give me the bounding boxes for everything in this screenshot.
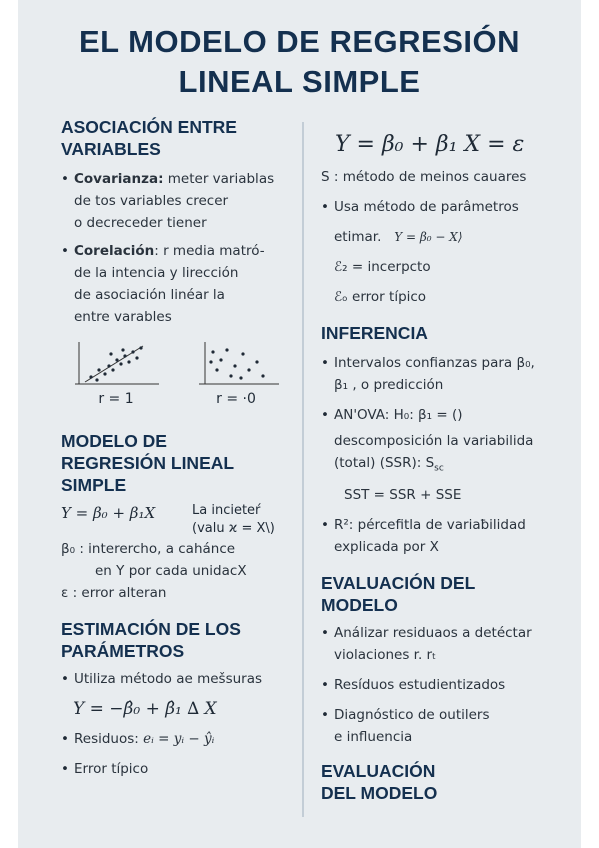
heading-line: EVALUACIÓN DEL	[321, 572, 476, 593]
top-equation: Y = β₀ + β₁ X = ε	[335, 132, 525, 157]
scatter-points	[209, 348, 264, 379]
item-text: de la intencia y lirección	[74, 265, 239, 281]
model-equation: Y = β₀ + β₁X	[61, 504, 156, 522]
item-text: etimar.	[334, 229, 382, 245]
page-title	[18, 22, 581, 102]
item-text: • Análizar residuaos a detéctar	[334, 624, 532, 641]
item-text: • Diagnóstico de outilers	[334, 706, 490, 723]
list-item-residuos-analisis	[321, 622, 571, 666]
item-subscript: sc	[434, 463, 444, 474]
section-evaluacion	[321, 572, 571, 748]
epsilon-definition: ε : error alteran	[61, 585, 167, 601]
list-item-intervalos	[321, 352, 571, 396]
item-text: e influencia	[334, 728, 413, 745]
section-heading-evaluacion	[321, 572, 571, 616]
heading-line: PARÁMETROS	[61, 641, 185, 661]
list-item: • Error típico	[61, 758, 297, 780]
epso-definition: ℰₒ error típico	[334, 289, 427, 305]
beta0-definition: β₀ : interercho, a cahánce	[61, 541, 236, 557]
heading-line: MODELO DE	[61, 431, 167, 451]
list-item-covarianza	[61, 168, 297, 234]
item-text: : r media matró-	[154, 243, 265, 259]
section-heading-estimacion	[61, 618, 297, 662]
eps2-definition: ℰ₂ = incerpcto	[334, 259, 431, 275]
section-asociacion	[61, 116, 297, 408]
title-line-1: EL MODELO DE REGRESIÓN	[78, 24, 521, 59]
item-text: explicada por X	[334, 538, 439, 555]
list-item-diagnostico	[321, 704, 571, 748]
list-item-correlacion	[61, 240, 297, 328]
list-item: • Resíduos estudientizados	[321, 674, 571, 696]
model-equation-row	[61, 502, 297, 538]
right-column	[321, 116, 571, 804]
section-evaluacion-2	[321, 760, 571, 804]
item-text: de tos variables crecer	[74, 193, 229, 209]
title-line-2: LINEAL SIMPLE	[178, 64, 421, 99]
scatter-examples	[71, 340, 281, 408]
residual-formula: eᵢ = yᵢ − ŷᵢ	[143, 731, 215, 747]
s-definition: S : método de meinos cauares	[321, 169, 527, 185]
heading-line: ESTIMACIÓN DE LOS	[61, 619, 241, 639]
item-text: descomposición la variabilida	[334, 433, 534, 449]
section-modelo	[61, 430, 297, 604]
section-inferencia	[321, 322, 571, 558]
heading-line: SIMPLE	[61, 475, 127, 495]
heading-line: DEL MODELO	[321, 782, 438, 803]
list-item-r2	[321, 514, 571, 558]
item-text: de asociación linéar la	[74, 287, 225, 303]
item-text: violaciones r. rₜ	[334, 646, 437, 663]
item-text: meter variablas	[163, 171, 275, 187]
sst-equation: SST = SSR + SSE	[344, 486, 462, 503]
term-covarianza: Covarianza:	[74, 171, 164, 187]
column-divider	[302, 122, 304, 817]
item-text: entre varables	[74, 309, 172, 325]
heading-line: REGRESIÓN LINEAL	[61, 453, 235, 473]
estimation-equation: Y = −β̂₀ + β̂₁ ∆ X	[73, 699, 217, 719]
section-estimacion	[61, 618, 297, 780]
infographic-sheet	[18, 0, 581, 848]
scatter-positive	[71, 340, 161, 408]
scatter-caption: r = ·0	[216, 391, 256, 407]
item-text: • AN'OVA: H₀: β₁ = ()	[334, 407, 463, 423]
scatter-caption: r = 1	[98, 391, 134, 407]
heading-line: ASOCIACIÓN ENTRE	[61, 117, 237, 137]
param-formula: Y = β₀ − X⟩	[394, 230, 463, 244]
note-line: (valu ϰ = X\)	[192, 521, 275, 536]
list-item-parametros	[321, 196, 571, 248]
section-heading-asociacion	[61, 116, 297, 160]
item-text: o decreceder tiener	[74, 215, 207, 231]
equation-note	[192, 502, 297, 538]
item-text: • R²: pércefitla de variaƀilidad	[334, 516, 526, 533]
note-line: La incieteŕ	[192, 503, 261, 518]
section-heading-modelo	[61, 430, 297, 496]
item-text: • Usa método de parâmetros	[334, 199, 519, 215]
list-item-anova	[321, 404, 571, 506]
item-text: • Intervalos confianzas para β₀,	[334, 355, 535, 371]
heading-line: EVALUACIÓN	[321, 760, 436, 781]
heading-line: MODELO	[321, 594, 398, 615]
item-text: β₁ , o predicción	[334, 377, 444, 393]
term-correlacion: Corelación	[74, 243, 155, 259]
heading-line: VARIABLES	[61, 139, 161, 159]
section-heading-evaluacion-2	[321, 760, 571, 804]
left-column	[61, 116, 297, 780]
beta0-definition-cont: en Y por cada unidacX	[95, 563, 247, 579]
scatter-zero	[191, 340, 281, 408]
list-item-residuos	[61, 728, 297, 750]
item-text: (total) (SSR): S	[334, 455, 435, 471]
scatter-plot-zero	[191, 340, 281, 392]
item-text: Residuos:	[74, 731, 144, 747]
list-item: • Utiliza método ae mešsuras	[61, 668, 297, 690]
section-heading-inferencia: INFERENCIA	[321, 323, 428, 343]
scatter-plot-positive	[71, 340, 161, 392]
